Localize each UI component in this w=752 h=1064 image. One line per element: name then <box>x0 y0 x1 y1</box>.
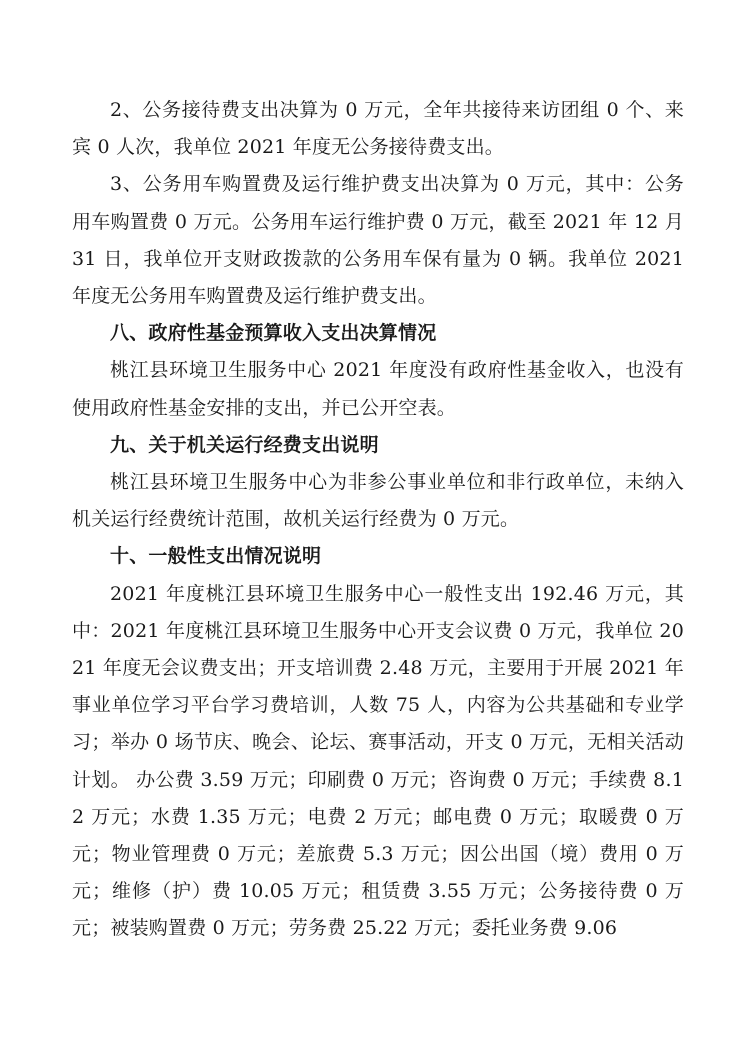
paragraph-general-expense: 2021 年度桃江县环境卫生服务中心一般性支出 192.46 万元，其中：2021 年度桃江县环境卫生服务中心开支会议费 0 万元，我单位 2021 年度无会议费支出；开支培训费 2.48 万元，主要用于开展 2021 年事业单位学习平台学习费培训，人数 75 人，内容为公共基础和专业学习；举办 0 场节庆、晚会、论坛、赛事活动，开支 0 万元，无相关活动计划。 办公费 3.59 万元；印刷费 0 万元；咨询费 0 万元；手续费 8.12 万元；水费 1.35 万元；电费 2 万元；邮电费 0 万元；取暖费 0 万元；物业管理费 0 万元；差旅费 5.3 万元；因公出国（境）费用 0 万元；维修（护）费 10.05 万元；租赁费 3.55 万元；公务接待费 0 万元；被装购置费 0 万元；劳务费 25.22 万元；委托业务费 9.06 <box>72 582 684 940</box>
paragraph-reception-expense: 2、公务接待费支出决算为 0 万元，全年共接待来访团组 0 个、来宾 0 人次，我单位 2021 年度无公务接待费支出。 <box>72 99 684 159</box>
paragraph-vehicle-expense: 3、公务用车购置费及运行维护费支出决算为 0 万元，其中：公务用车购置费 0 万元。公务用车运行维护费 0 万元，截至 2021 年 12 月 31 日，我单位开支财政拨款的公务用车保有量为 0 辆。我单位 2021 年度无公务用车购置费及运行维护费支出。 <box>72 173 684 308</box>
section-heading-9: 九、关于机关运行经费支出说明 <box>110 433 379 456</box>
paragraph-government-fund: 桃江县环境卫生服务中心 2021 年度没有政府性基金收入，也没有使用政府性基金安排的支出，并已公开空表。 <box>72 359 684 419</box>
section-heading-8: 八、政府性基金预算收入支出决算情况 <box>110 322 437 345</box>
section-heading-10: 十、一般性支出情况说明 <box>110 545 322 568</box>
document-page <box>72 92 684 948</box>
paragraph-operating-expense: 桃江县环境卫生服务中心为非参公事业单位和非行政单位，未纳入机关运行经费统计范围，故机关运行经费为 0 万元。 <box>72 471 684 531</box>
